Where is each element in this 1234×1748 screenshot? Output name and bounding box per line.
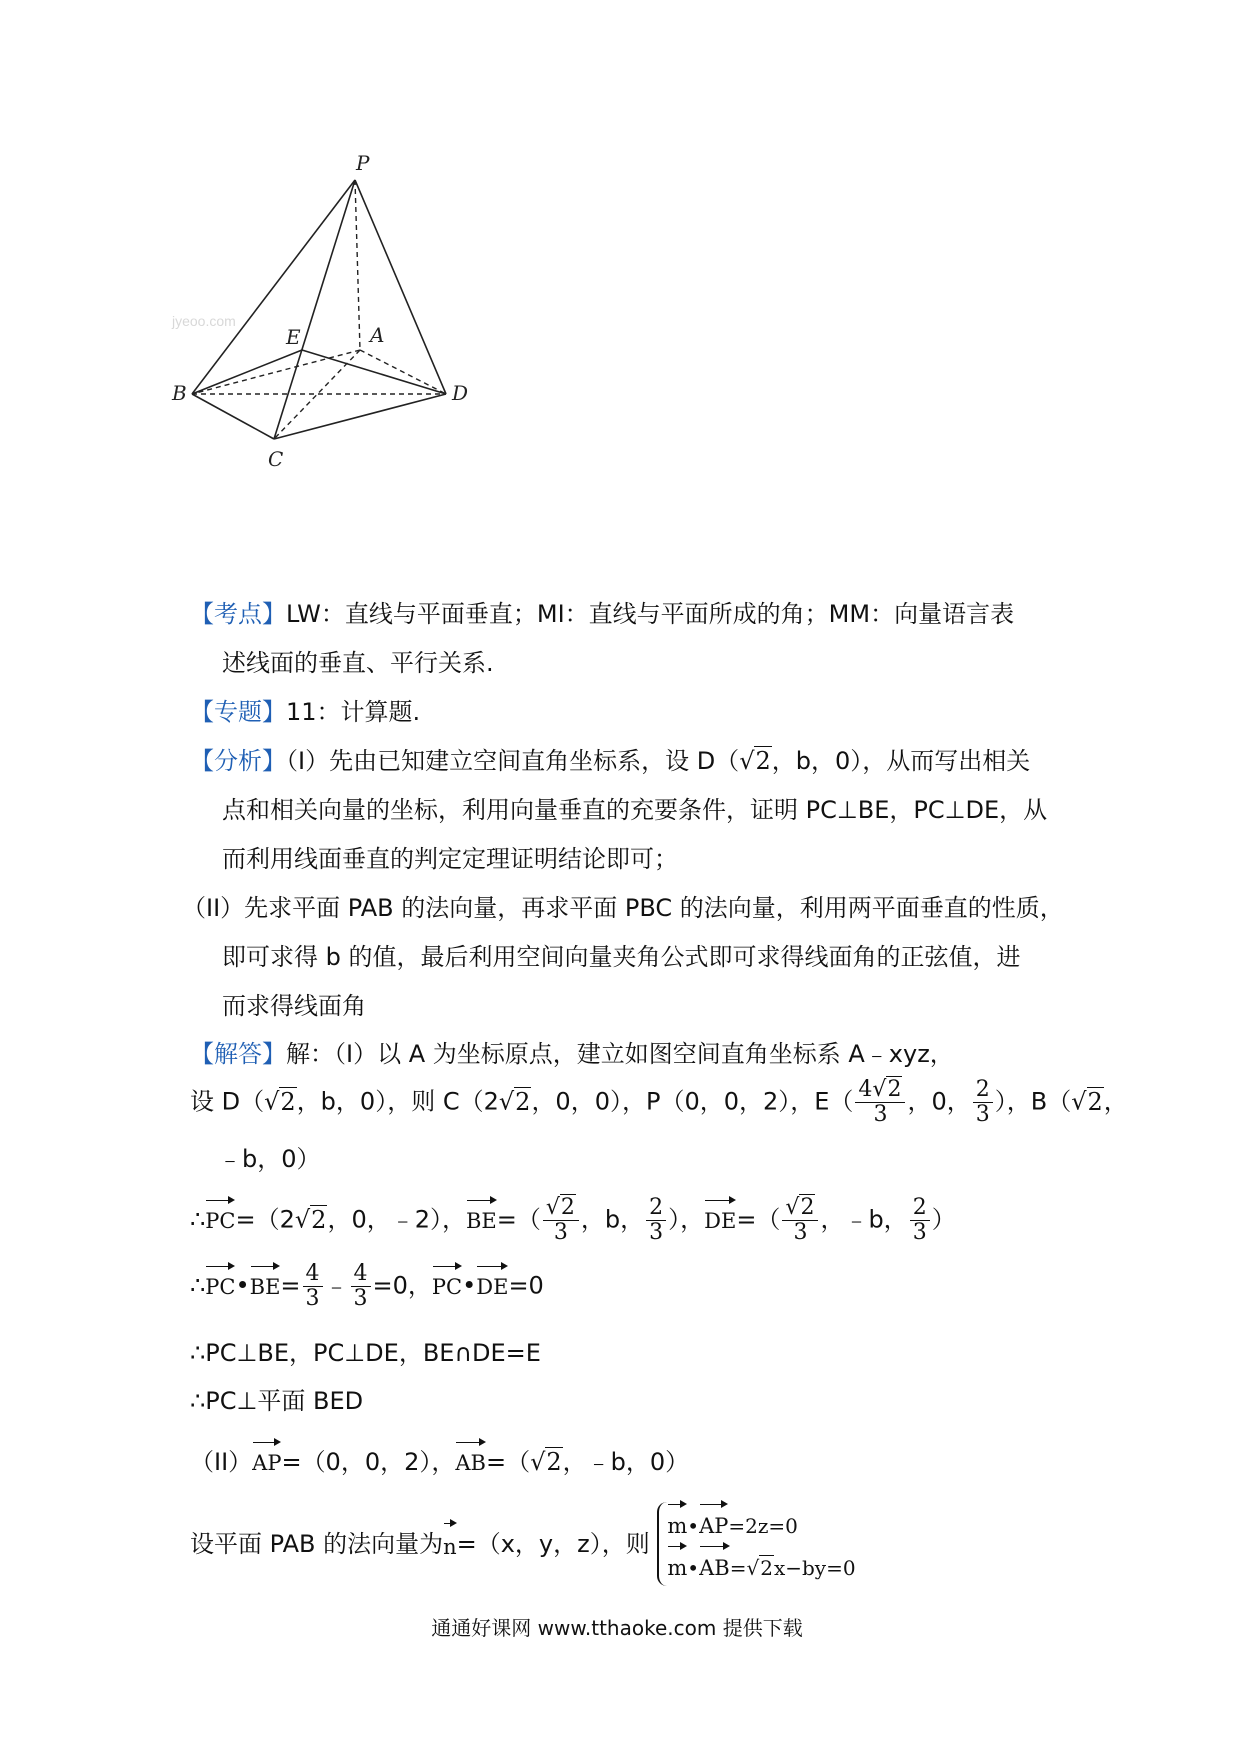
label-E: E [286,325,301,349]
kaodian-text-cont: 述线面的垂直、平行关系. [222,649,494,677]
coords-line: 设 D（√2，b，0），则 C（2√2，0，0），P（0，0，2），E（ $\frac{4√2}{3}$ ，0， $\frac{2}{3}$ ），B（√2， [190,1077,1128,1127]
normal-line: 设平面 PAB 的法向量为n=（x，y，z），则 m•AP=2z=0 m•AB=√2x−by=0 [190,1502,856,1586]
zhuanti-text: 11：计算题. [286,698,421,726]
part2-line: （II）AP=（0，0，2），AB=（√2，﹣b，0） [190,1440,689,1480]
frac-E-x: $\frac{4√2}{3}$ [855,1078,905,1127]
sqrt-2: √2 [739,747,771,775]
kaodian-text: LW：直线与平面垂直；MI：直线与平面所成的角；MM：向量语言表 [286,600,1015,628]
label-B: B [172,381,187,405]
vectors-line: ∴PC=（2√2，0，﹣2），BE=（ $\frac{√2}{3}$ ，b， $\frac{2}{3}$ ），DE=（ $\frac{√2}{3}$ ，﹣b， $\frac{2}{3}$ ） [190,1195,956,1245]
figure-watermark: jyeoo.com [172,313,236,329]
label-C: C [268,447,284,471]
kaodian-tag: 考点 [214,600,262,628]
edge-BC [192,394,274,439]
edge-PD [355,180,446,394]
jieda-intro: 解：（I）以 A 为坐标原点，建立如图空间直角坐标系 A﹣xyz， [286,1040,954,1068]
zhuanti-section: 【专题】11：计算题. [190,698,421,726]
equation-system: m•AP=2z=0 m•AB=√2x−by=0 [657,1502,855,1586]
fenxi-tag: 分析 [214,747,262,775]
zhuanti-tag: 专题 [214,698,262,726]
edge-PA [355,180,360,350]
edge-PC [274,180,355,439]
label-D: D [452,381,469,405]
perp-line: ∴PC⊥BE，PC⊥DE，BE∩DE=E [190,1339,541,1367]
edge-CD [274,394,446,439]
jieda-section: 【解答】解：（I）以 A 为坐标原点，建立如图空间直角坐标系 A﹣xyz， [190,1040,954,1068]
pyramid-figure [172,151,540,540]
coords-line-2: ﹣b，0） [218,1145,321,1173]
plane-line: ∴PC⊥平面 BED [190,1387,364,1415]
label-P: P [356,151,370,175]
edge-DE [302,350,446,394]
kaodian-section: 【考点】LW：直线与平面垂直；MI：直线与平面所成的角；MM：向量语言表 述线面的垂直、平行关系. [190,590,1070,688]
jieda-tag: 解答 [214,1040,262,1068]
label-A: A [370,323,385,347]
page-footer: 通通好课网 www.tthaoke.com 提供下载 [431,1616,803,1640]
dot-line: ∴PC•BE= $\frac{4}{3}$ ﹣ $\frac{4}{3}$ =0，PC•DE=0 [190,1261,544,1311]
edge-AB [192,350,360,394]
fenxi-section: 【分析】（I）先由已知建立空间直角坐标系，设 D（√2，b，0），从而写出相关 点和相关向量的坐标，利用向量垂直的充要条件，证明 PC⊥BE，PC⊥DE，从 而利用线面垂直的判定定理证明结论即可； （II）先求平面 PAB 的法向量，再求平面 PBC 的法向量，利用两平面垂直的性质， 即可求得 b 的值，最后利用空间向量夹角公式即可求得线面角的正弦值，进 而求得线面角 [182,747,1064,1020]
